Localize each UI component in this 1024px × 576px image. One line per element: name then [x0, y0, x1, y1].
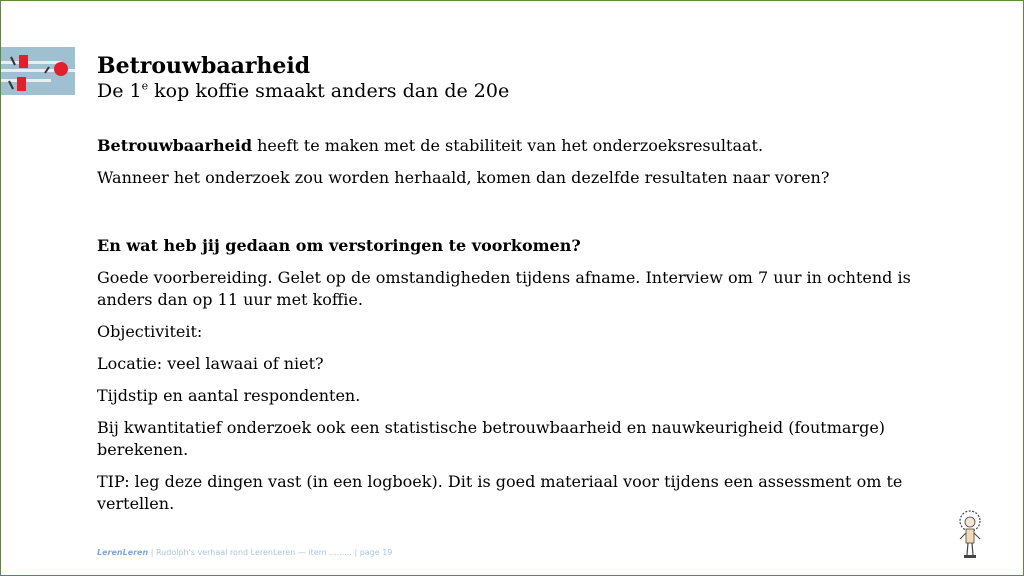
definition-term: Betrouwbaarheid	[97, 136, 253, 155]
paragraph-objectivity: Objectiviteit:	[97, 322, 203, 341]
slide-content	[97, 135, 967, 515]
paragraph-preparation: Goede voorbereiding. Gelet op de omstandigheden tijdens afname. Interview om 7 uur in ochtend is anders dan op 11 uur met koffie.	[97, 268, 911, 309]
paragraph-time: Tijdstip en aantal respondenten.	[97, 386, 361, 405]
paragraph-definition	[97, 135, 967, 157]
subtitle-superscript: e	[141, 79, 149, 93]
slide-title: Betrouwbaarheid	[97, 53, 311, 79]
footer-text: | Rudolph's verhaal rond LerenLeren — item ......... | page 19	[148, 548, 393, 557]
definition-text: heeft te maken met de stabiliteit van het onderzoeksresultaat.	[252, 136, 764, 155]
paragraph-quantitative: Bij kwantitatief onderzoek ook een statistische betrouwbaarheid en nauwkeurigheid (foutmarge) berekenen.	[97, 418, 886, 459]
mascot-figure-icon	[954, 509, 986, 561]
question-text: En wat heb jij gedaan om verstoringen te voorkomen?	[97, 236, 581, 255]
section-question	[97, 235, 967, 257]
paragraph-repeat-question: Wanneer het onderzoek zou worden herhaald, komen dan dezelfde resultaten naar voren?	[97, 168, 830, 187]
footer-brand: LerenLeren	[97, 548, 149, 557]
paragraph-location: Locatie: veel lawaai of niet?	[97, 354, 324, 373]
paragraph-tip: TIP: leg deze dingen vast (in een logboek). Dit is goed materiaal voor tijdens een assessment om te vertellen.	[97, 472, 903, 513]
subtitle-text-pre: De 1	[97, 80, 142, 102]
slide-footer	[97, 548, 392, 557]
header-illustration-icon	[1, 47, 75, 95]
subtitle-text-post: kop koffie smaakt anders dan de 20e	[148, 80, 510, 102]
slide-subtitle	[97, 79, 509, 103]
